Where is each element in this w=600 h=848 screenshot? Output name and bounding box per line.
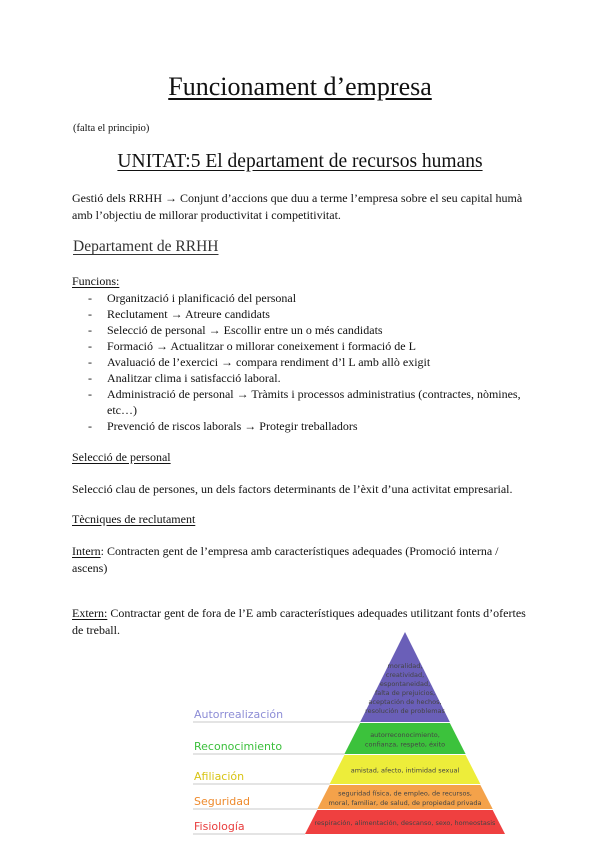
list-item: - Administració de personal → Tràmits i processos administratius (contractes, nòmines, etc…) [88, 386, 538, 418]
extern-text: Contractar gent de fora de l’E amb característiques adequades utilitzant fonts d’ofertes de treball. [72, 606, 526, 637]
pyramid-band-text: autorreconocimiento, [370, 730, 440, 739]
unit-title: UNITAT:5 El departament de recursos humans [117, 151, 483, 172]
extern-label: Extern: [72, 606, 108, 620]
funcions-heading: Funcions: [72, 274, 120, 288]
pyramid-labels [194, 708, 283, 833]
pyramid-level-label: Autorrealización [194, 708, 284, 721]
pyramid-band-text: aceptación de hechos, [368, 698, 442, 706]
list-item: - Reclutament → Atreure candidats [88, 306, 538, 322]
pyramid-band-text: seguridad física, de empleo, de recursos, [338, 789, 472, 798]
page-title: Funcionament d’empresa [168, 72, 432, 101]
intern-label: Intern [72, 544, 101, 558]
pyramid-level-label: Seguridad [194, 795, 250, 808]
pyramid-band-text: resolución de problemas [365, 707, 445, 715]
intern-text: : Contracten gent de l’empresa amb característiques adequades (Promoció interna / ascens) [72, 544, 499, 575]
pyramid-band-text: moralidad, [387, 662, 423, 670]
list-item: - Prevenció de riscos laborals → Protegir treballadors [88, 418, 538, 434]
pyramid-band-text: amistad, afecto, intimidad sexual [350, 766, 460, 775]
section-title-departament: Departament de RRHH [73, 238, 219, 255]
pyramid-bands [305, 632, 505, 834]
note-text: (falta el principio) [73, 123, 150, 134]
seleccio-paragraph: Selecció clau de persones, un dels factors determinants de l’èxit d’una activitat empresarial. [72, 482, 513, 496]
pyramid-band-text: espontaneidad, [379, 680, 431, 688]
pyramid-band-text: moral, familiar, de salud, de propiedad privada [328, 798, 482, 807]
list-item: - Analitzar clima i satisfacció laboral. [88, 370, 538, 386]
tecniques-heading: Tècniques de reclutament [72, 512, 196, 526]
list-item: - Organització i planificació del personal [88, 290, 538, 306]
list-item: - Formació → Actualitzar o millorar coneixement i formació de L [88, 338, 538, 354]
seleccio-heading: Selecció de personal [72, 450, 171, 464]
pyramid-band-text: creatividad, [385, 671, 425, 679]
intern-paragraph [72, 543, 532, 577]
pyramid-band-text: falta de prejuicios, [374, 689, 436, 697]
list-item: - Avaluació de l’exercici → compara rendiment d’l L amb allò exigit [88, 354, 538, 370]
maslow-pyramid [190, 630, 510, 838]
pyramid-band-text: confianza, respeto, éxito [364, 740, 446, 749]
intro-paragraph: Gestió dels RRHH → Conjunt d’accions que duu a terme l’empresa sobre el seu capital humà amb l’objectiu de millorar productivitat i competitivitat. [72, 191, 523, 222]
pyramid-level-label: Afiliación [194, 770, 245, 783]
list-item: - Selecció de personal → Escollir entre un o més candidats [88, 322, 538, 338]
pyramid-band-text: respiración, alimentación, descanso, sexo, homeostasis [314, 819, 496, 827]
pyramid-level-label: Reconocimiento [194, 740, 283, 753]
pyramid-level-label: Fisiología [194, 820, 245, 833]
funcions-list [88, 290, 538, 434]
